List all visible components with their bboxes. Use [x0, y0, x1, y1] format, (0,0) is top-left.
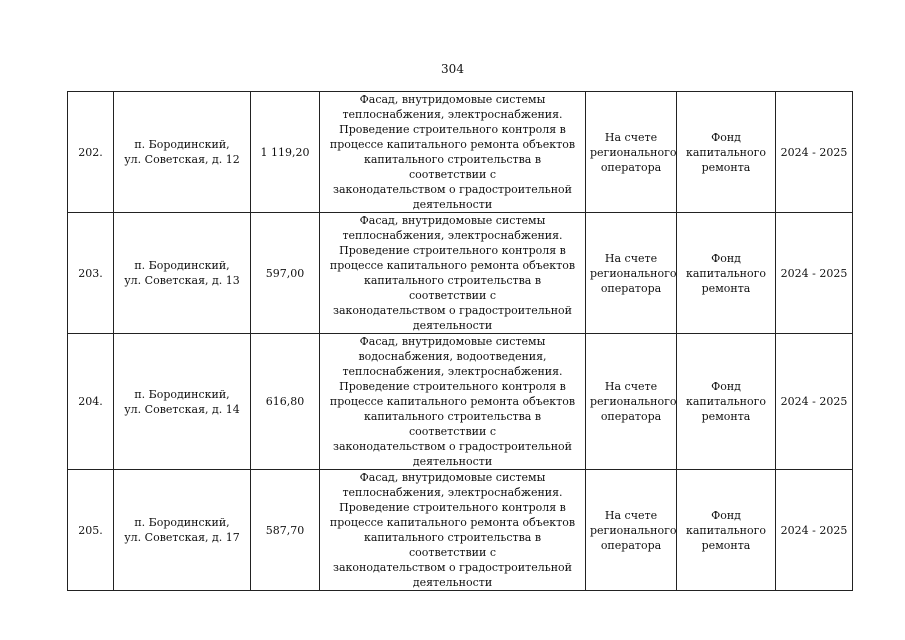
- account-line: регионального: [590, 266, 677, 280]
- fund-line: Фонд: [711, 130, 741, 144]
- work-line: Проведение строительного контроля в: [339, 380, 566, 393]
- work-line: капитального строительства в соответствии с: [363, 531, 542, 559]
- account-line: оператора: [600, 281, 662, 295]
- address-line: ул. Советская, д. 17: [124, 531, 240, 544]
- period-cell: 2024 - 2025: [776, 470, 853, 591]
- fund-line: Фонд: [711, 380, 741, 393]
- work-line: теплоснабжения, электроснабжения.: [342, 486, 563, 499]
- address-line: п. Бородинский,: [134, 138, 230, 151]
- cost-cell: 616,80: [251, 334, 320, 470]
- work-description-cell: [320, 213, 586, 334]
- work-line: законодательством о градостроительной: [332, 561, 572, 574]
- fund-line: ремонта: [701, 281, 751, 295]
- work-line: процессе капитального ремонта объектов: [329, 259, 576, 272]
- address-line: ул. Советская, д. 12: [124, 153, 240, 166]
- fund-cell: [677, 92, 776, 213]
- fund-line: Фонд: [711, 508, 741, 522]
- account-line: оператора: [600, 410, 662, 423]
- fund-cell: [677, 470, 776, 591]
- address-line: п. Бородинский,: [134, 516, 230, 529]
- work-line: деятельности: [412, 198, 493, 211]
- row-number-cell: 205.: [68, 470, 114, 591]
- work-line: Фасад, внутридомовые системы: [359, 335, 546, 348]
- work-description-cell: [320, 92, 586, 213]
- work-line: законодательством о градостроительной: [332, 440, 572, 453]
- work-line: Проведение строительного контроля в: [339, 123, 566, 136]
- table-row: [68, 92, 853, 213]
- fund-line: капитального: [685, 145, 767, 159]
- fund-line: ремонта: [701, 410, 751, 423]
- work-line: теплоснабжения, электроснабжения.: [342, 229, 563, 242]
- fund-line: Фонд: [711, 251, 741, 265]
- address-cell: [114, 470, 251, 591]
- work-line: процессе капитального ремонта объектов: [329, 516, 576, 529]
- account-cell: [586, 470, 677, 591]
- account-line: На счете: [604, 508, 658, 522]
- row-number-cell: 202.: [68, 92, 114, 213]
- address-line: ул. Советская, д. 14: [124, 402, 240, 416]
- work-line: Проведение строительного контроля в: [339, 244, 566, 257]
- address-cell: [114, 334, 251, 470]
- page-number: 304: [441, 62, 464, 76]
- work-line: деятельности: [412, 319, 493, 332]
- work-line: процессе капитального ремонта объектов: [329, 138, 576, 151]
- fund-line: ремонта: [701, 538, 751, 552]
- fund-line: капитального: [685, 523, 767, 537]
- work-line: капитального строительства в соответствии с: [363, 153, 542, 181]
- account-line: регионального: [590, 395, 677, 408]
- table-row: [68, 334, 853, 470]
- row-number-cell: 204.: [68, 334, 114, 470]
- work-line: законодательством о градостроительной: [332, 304, 572, 317]
- address-line: п. Бородинский,: [134, 387, 230, 401]
- work-line: процессе капитального ремонта объектов: [329, 395, 576, 408]
- table-row: [68, 213, 853, 334]
- account-line: На счете: [604, 380, 658, 393]
- work-description-cell: [320, 334, 586, 470]
- fund-cell: [677, 213, 776, 334]
- work-line: капитального строительства в соответствии с: [363, 274, 542, 302]
- work-line: теплоснабжения, электроснабжения.: [342, 365, 563, 378]
- fund-line: капитального: [685, 395, 767, 408]
- work-line: деятельности: [412, 576, 493, 589]
- work-line: законодательством о градостроительной: [332, 183, 572, 196]
- work-line: Фасад, внутридомовые системы: [359, 93, 546, 106]
- account-cell: [586, 92, 677, 213]
- fund-line: капитального: [685, 266, 767, 280]
- period-cell: 2024 - 2025: [776, 334, 853, 470]
- period-cell: 2024 - 2025: [776, 92, 853, 213]
- account-line: оператора: [600, 160, 662, 174]
- work-line: водоснабжения, водоотведения,: [358, 350, 547, 363]
- cost-cell: 597,00: [251, 213, 320, 334]
- work-line: деятельности: [412, 455, 493, 468]
- account-cell: [586, 334, 677, 470]
- repair-register-table: [67, 91, 853, 591]
- cost-cell: 587,70: [251, 470, 320, 591]
- work-line: теплоснабжения, электроснабжения.: [342, 108, 563, 121]
- address-line: ул. Советская, д. 13: [124, 274, 240, 287]
- address-line: п. Бородинский,: [134, 259, 230, 272]
- account-line: регионального: [590, 523, 677, 537]
- account-line: На счете: [604, 251, 658, 265]
- account-line: На счете: [604, 130, 658, 144]
- work-line: Фасад, внутридомовые системы: [359, 214, 546, 227]
- work-line: Фасад, внутридомовые системы: [359, 471, 546, 484]
- cost-cell: 1 119,20: [251, 92, 320, 213]
- fund-line: ремонта: [701, 160, 751, 174]
- account-line: оператора: [600, 538, 662, 552]
- account-line: регионального: [590, 145, 677, 159]
- address-cell: [114, 92, 251, 213]
- account-cell: [586, 213, 677, 334]
- period-cell: 2024 - 2025: [776, 213, 853, 334]
- address-cell: [114, 213, 251, 334]
- work-description-cell: [320, 470, 586, 591]
- work-line: Проведение строительного контроля в: [339, 501, 566, 514]
- fund-cell: [677, 334, 776, 470]
- table-row: [68, 470, 853, 591]
- row-number-cell: 203.: [68, 213, 114, 334]
- work-line: капитального строительства в соответствии с: [363, 410, 542, 438]
